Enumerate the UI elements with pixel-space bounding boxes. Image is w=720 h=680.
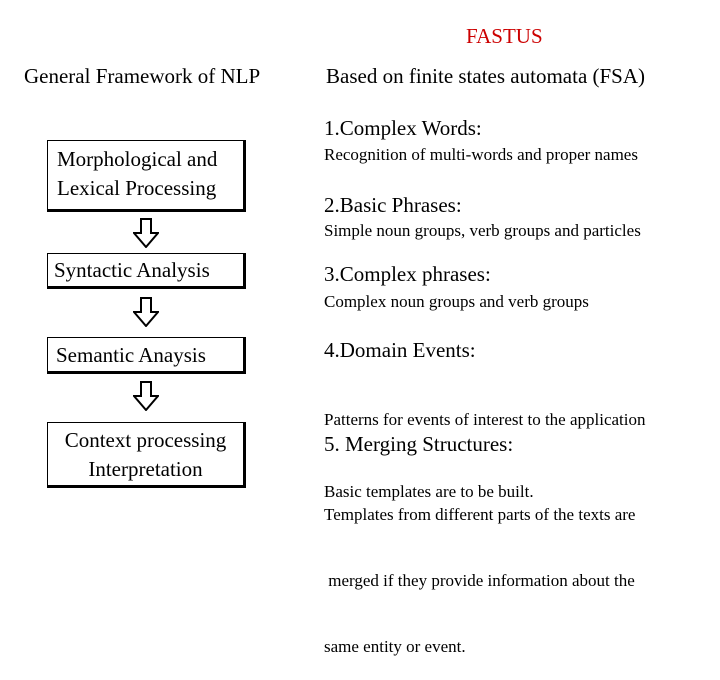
desc-line: merged if they provide information about the	[324, 571, 635, 590]
box-context-processing	[47, 422, 246, 488]
slide-title: FASTUS	[466, 24, 543, 48]
box-label-line: Interpretation	[88, 457, 203, 481]
step-complex-words: 1.Complex Words:	[324, 116, 482, 140]
step-complex-phrases-desc: Complex noun groups and verb groups	[324, 292, 589, 311]
desc-line: Patterns for events of interest to the application	[324, 410, 646, 429]
box-label-line: Context processing	[64, 428, 227, 452]
fsa-heading: Based on finite states automata (FSA)	[326, 64, 646, 88]
step-complex-phrases: 3.Complex phrases:	[324, 262, 491, 286]
framework-heading: General Framework of NLP	[24, 64, 261, 88]
box-label-line: Morphological and	[57, 147, 218, 171]
step-complex-words-desc: Recognition of multi-words and proper names	[324, 145, 638, 164]
down-arrow-icon	[133, 218, 159, 248]
step-basic-phrases: 2.Basic Phrases:	[324, 193, 462, 217]
box-label-line: Semantic Anaysis	[56, 343, 206, 367]
box-label-line: Syntactic Analysis	[54, 258, 210, 282]
step-basic-phrases-desc: Simple noun groups, verb groups and particles	[324, 221, 641, 240]
desc-line: Basic templates are to be built.	[324, 482, 534, 501]
down-arrow-icon	[133, 381, 159, 411]
desc-line: same entity or event.	[324, 637, 466, 656]
step-domain-events: 4.Domain Events:	[324, 338, 476, 362]
step-merging-structures: 5. Merging Structures:	[324, 432, 514, 456]
desc-line: Templates from different parts of the texts are	[324, 505, 636, 524]
box-syntactic-analysis	[47, 253, 246, 289]
box-morphological-lexical	[47, 140, 246, 212]
step-merging-structures-desc	[324, 460, 635, 680]
down-arrow-icon	[133, 297, 159, 327]
box-label-line: Lexical Processing	[57, 176, 217, 200]
box-semantic-analysis	[47, 337, 246, 374]
